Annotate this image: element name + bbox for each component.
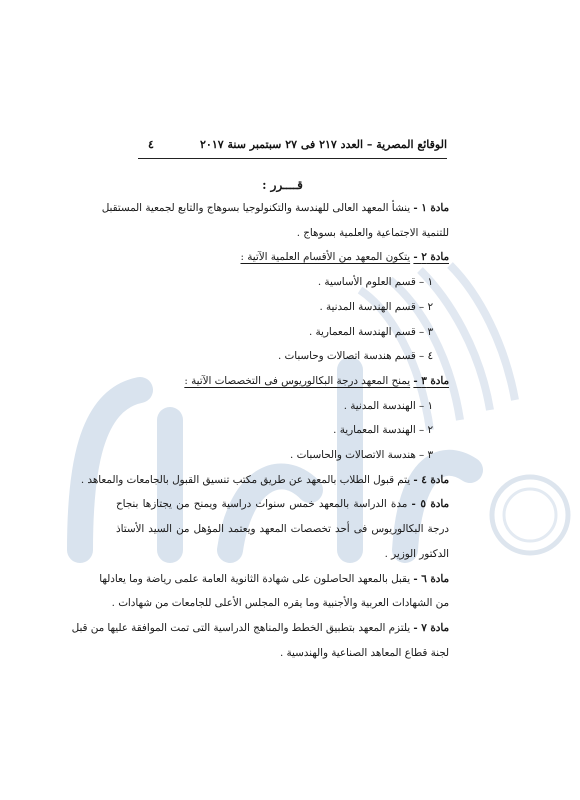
list-item: ٣ – هندسة الاتصالات والحاسبات . xyxy=(290,449,433,462)
article-1-line-1: مادة ١ - ينشأ المعهد العالى للهندسة والتكنولوجيا بسوهاج والتابع لجمعية المستقبل xyxy=(101,202,449,214)
list-item: ٢ – الهندسة المعمارية . xyxy=(333,424,433,437)
page-number: ٤ xyxy=(148,138,154,151)
header-divider xyxy=(138,158,447,159)
seal-icon xyxy=(492,477,568,553)
page-header xyxy=(148,138,447,151)
article-3-label: مادة ٣ - xyxy=(413,374,449,387)
list-item: ٣ – قسم الهندسة المعمارية . xyxy=(308,325,433,338)
article-4-label: مادة ٤ - xyxy=(413,473,449,486)
article-6-label: مادة ٦ - xyxy=(413,572,449,585)
article-4: مادة ٤ - يتم قبول الطلاب بالمعهد عن طريق مكتب تنسيق القبول بالجامعات والمعاهد . xyxy=(80,473,449,486)
article-5-line-2: درجة البكالوريوس فى أحد تخصصات المعهد ويعتمد المؤهل من السيد الأستاذ xyxy=(116,523,449,536)
running-title: الوقائع المصرية – العدد ٢١٧ فى ٢٧ سبتمبر سنة ٢٠١٧ xyxy=(200,138,447,151)
article-3: مادة ٣ - يمنح المعهد درجة البكالوريوس فى التخصصات الآتية : xyxy=(184,374,449,387)
list-item: ١ – قسم العلوم الأساسية . xyxy=(317,276,433,289)
article-2-label: مادة ٢ - xyxy=(413,251,449,264)
article-7-line-1: مادة ٧ - يلتزم المعهد بتطبيق الخطط والمناهج الدراسية التى تمت الموافقة عليها من قبل xyxy=(71,621,449,634)
article-6-line-1: مادة ٦ - يقبل بالمعهد الحاصلون على شهادة الثانوية العامة علمى رياضة وما يعادلها xyxy=(99,572,449,585)
article-1-label: مادة ١ - xyxy=(413,202,449,214)
document-body xyxy=(71,196,450,665)
article-2: مادة ٢ - يتكون المعهد من الأقسام العلمية الآتية : xyxy=(240,251,449,264)
decree-heading: قــــرر : xyxy=(262,178,303,192)
list-item: ١ – الهندسة المدنية . xyxy=(343,399,433,412)
article-1-line-2: للتنمية الاجتماعية والعلمية بسوهاج . xyxy=(296,226,449,239)
list-item: ٤ – قسم هندسة اتصالات وحاسبات . xyxy=(277,350,433,363)
article-7-label: مادة ٧ - xyxy=(413,621,449,634)
article-6-line-2: من الشهادات العربية والأجنبية وما يقره المجلس الأعلى للجامعات من شهادات . xyxy=(111,597,449,610)
article-5-line-3: الدكتور الوزير . xyxy=(384,547,449,560)
article-5-label: مادة ٥ - xyxy=(411,498,450,511)
article-5-line-1: مادة ٥ - مدة الدراسة بالمعهد خمس سنوات دراسية ويمنح من يجتازها بنجاح xyxy=(116,498,450,511)
list-item: ٢ – قسم الهندسة المدنية . xyxy=(319,300,433,313)
article-7-line-2: لجنة قطاع المعاهد الصناعية والهندسية . xyxy=(279,646,449,659)
